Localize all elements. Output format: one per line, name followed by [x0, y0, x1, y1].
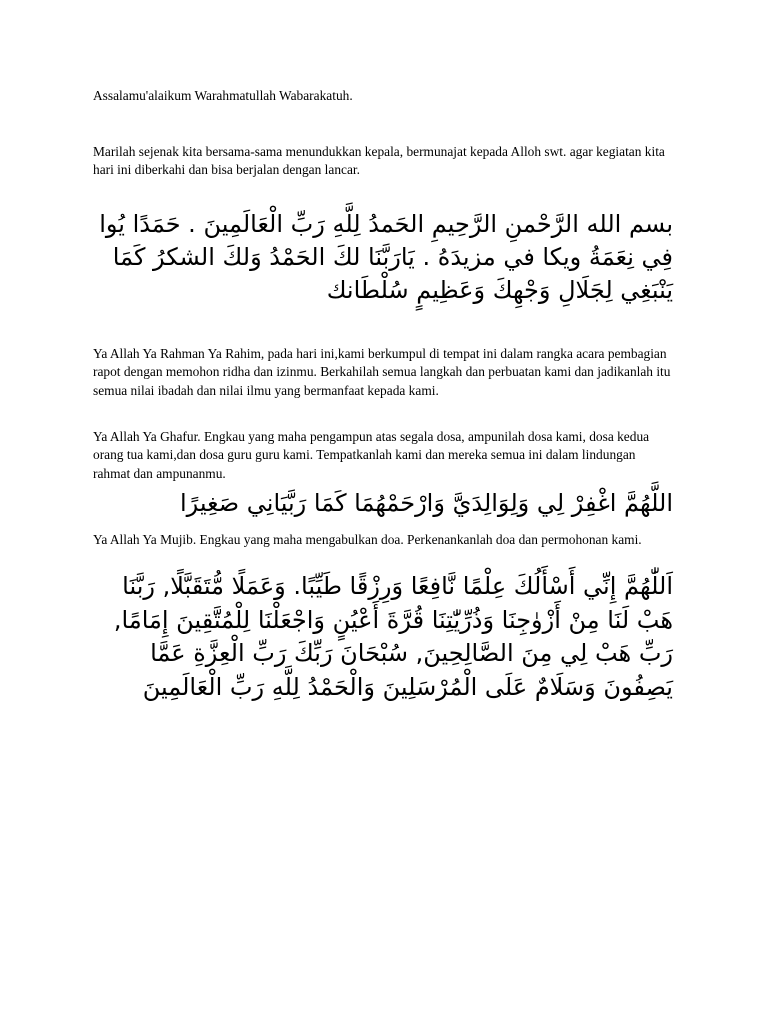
- prayer-ghafur-paragraph: Ya Allah Ya Ghafur. Engkau yang maha pengampun atas segala dosa, ampunilah dosa kami, dosa kedua orang tua kami,dan dosa guru guru kami. Tempatkanlah kami dan mereka semua ini dalam lindungan rahmat dan ampunanmu.: [93, 429, 650, 481]
- arabic-allahumma-prayer: اَللّٰهُمَّ إِنِّي أَسْأَلُكَ عِلْمًا نَّافِعًا وَرِزْقًا طَيِّبًا. وَعَمَلًا مُّتَقَبَّلًا, رَبَّنَا هَبْ لَنَا مِنْ أَزْوٰجِنَا وَذُرِّيّٰتِنَا قُرَّةَ أَعْيُنٍ وَاجْعَلْنَا لِلْمُتَّقِينَ إِمَامًا, رَبِّ هَبْ لِي مِنَ الصَّالِحِينَ, سُبْحَانَ رَبِّكَ رَبِّ الْعِزَّةِ عَمَّا يَصِفُونَ وَسَلَامٌ عَلَى الْمُرْسَلِينَ وَالْحَمْدُ لِلَّهِ رَبِّ الْعَالَمِينَ: [113, 572, 673, 701]
- intro-paragraph: Marilah sejenak kita bersama-sama menundukkan kepala, bermunajat kepada Alloh swt. agar kegiatan kita hari ini diberkahi dan bisa berjalan dengan lancar.: [93, 144, 665, 178]
- greeting-text: Assalamu'alaikum Warahmatullah Wabarakatuh.: [93, 88, 353, 103]
- prayer-rahman-paragraph: Ya Allah Ya Rahman Ya Rahim, pada hari ini,kami berkumpul di tempat ini dalam rangka acara pembagian rapot dengan memohon ridha dan izinmu. Berkahilah semua langkah dan perbuatan kami dan jadikanlah itu semua nilai ibadah dan nilai ilmu yang bermanfaat kepada kami.: [93, 346, 671, 398]
- arabic-basmalah-prayer: بسم الله الرَّحْمنِ الرَّحِيمِ الحَمدُ لِلَّهِ رَبِّ الْعَالَمِينَ . حَمَدًا يُوا فِي نِعَمَةُ ويكا في مزيدَهُ . يَارَبَّنَا لكَ الحَمْدُ وَلكَ الشكرُ كَمَا يَنْبَغِي لِجَلَالِ وَجْهِكَ وَعَظِيمٍ سُلْطَانك: [99, 210, 673, 304]
- arabic-ighfir-prayer: اللَّهُمَّ اغْفِرْ لِي وَلِوَالِدَيَّ وَارْحَمْهُمَا كَمَا رَبَّيَانِي صَغِيرًا: [180, 489, 673, 517]
- prayer-mujib-paragraph: Ya Allah Ya Mujib. Engkau yang maha mengabulkan doa. Perkenankanlah doa dan permohonan kami.: [93, 532, 642, 547]
